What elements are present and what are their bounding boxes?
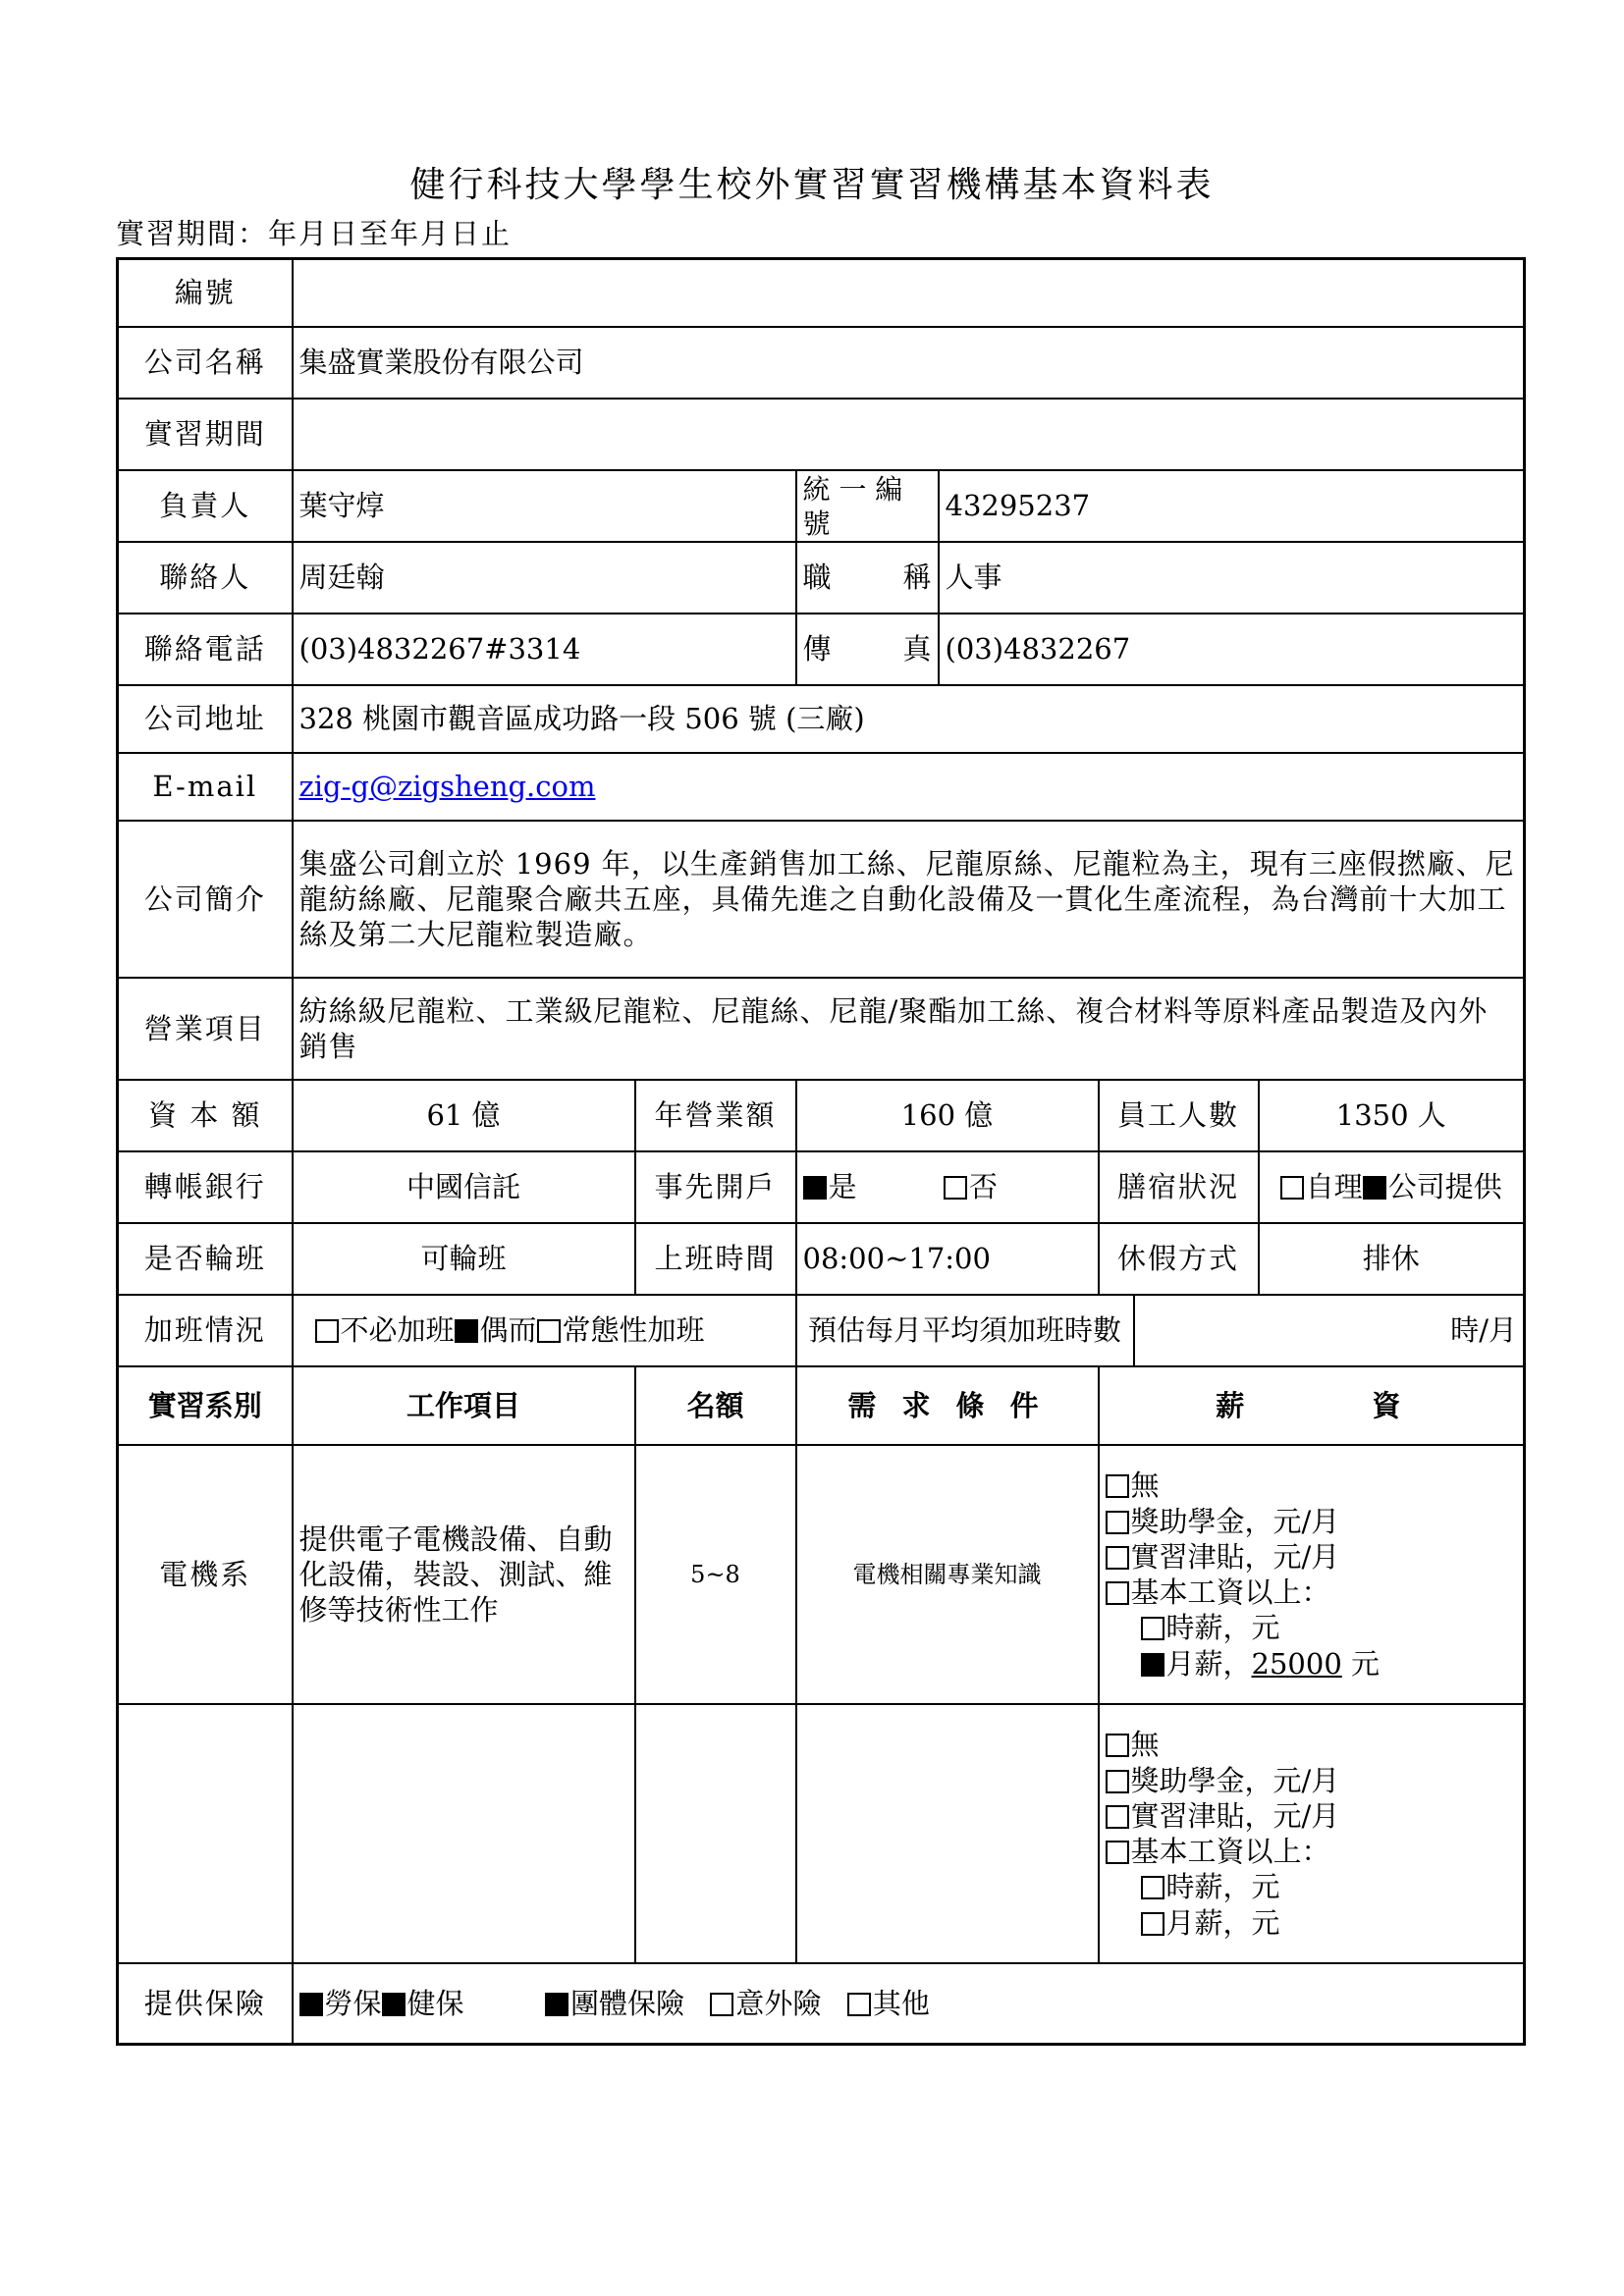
label-tax-id: 統 一 編 號 <box>796 470 939 542</box>
row-id <box>118 259 1525 328</box>
checkbox-regular[interactable] <box>537 1319 561 1343</box>
insurance-labor[interactable]: 勞保 <box>299 1987 382 2020</box>
label-overtime: 加班情況 <box>118 1295 293 1366</box>
job2-salary-hourly[interactable]: 時薪，元 <box>1106 1869 1518 1904</box>
label-title: 職 稱 <box>796 542 939 614</box>
job2-salary-scholarship[interactable]: 獎助學金，元/月 <box>1106 1763 1518 1798</box>
insurance-accident[interactable]: 意外險 <box>710 1987 821 2020</box>
checkbox-self[interactable] <box>1280 1176 1304 1200</box>
row-email <box>118 753 1525 821</box>
label-contact: 聯絡人 <box>118 542 293 614</box>
overtime-occasional[interactable]: 偶而 <box>455 1313 537 1347</box>
label-leave: 休假方式 <box>1099 1223 1259 1295</box>
header-requirements: 需 求 條 件 <box>796 1366 1099 1445</box>
job2-salary-none[interactable]: 無 <box>1106 1727 1518 1762</box>
row-shift <box>118 1223 1525 1295</box>
row-bank <box>118 1151 1525 1223</box>
value-id[interactable] <box>293 259 1525 328</box>
insurance-other[interactable]: 其他 <box>847 1987 930 2020</box>
label-id: 編號 <box>118 259 293 328</box>
value-business[interactable]: 紡絲級尼龍粒、工業級尼龍粒、尼龍絲、尼龍/聚酯加工絲、複合材料等原料產品製造及內外銷售 <box>293 978 1525 1080</box>
document-title: 健行科技大學學生校外實習實習機構基本資料表 <box>409 165 1215 205</box>
job2-requirements[interactable] <box>796 1704 1099 1963</box>
value-leave[interactable]: 排休 <box>1259 1223 1525 1295</box>
job1-salary-none[interactable]: 無 <box>1106 1468 1518 1503</box>
checkbox-job1-hourly[interactable] <box>1141 1617 1164 1640</box>
value-tax-id[interactable]: 43295237 <box>939 470 1525 542</box>
value-internship-period[interactable] <box>293 399 1525 470</box>
form-table <box>116 257 1526 2046</box>
value-ot-estimate[interactable]: 時/月 <box>1134 1295 1525 1366</box>
checkbox-yes[interactable] <box>803 1176 827 1200</box>
row-insurance <box>118 1963 1525 2044</box>
checkbox-job2-hourly[interactable] <box>1141 1876 1164 1899</box>
row-responsible <box>118 470 1525 542</box>
checkbox-job2-allowance[interactable] <box>1106 1805 1129 1829</box>
checkbox-company[interactable] <box>1363 1176 1386 1200</box>
label-board: 膳宿狀況 <box>1099 1151 1259 1223</box>
job1-salary-scholarship[interactable]: 獎助學金，元/月 <box>1106 1504 1518 1539</box>
options-insurance <box>293 1963 1525 2044</box>
value-bank[interactable]: 中國信託 <box>293 1151 635 1223</box>
email-link[interactable]: zig-g@zigsheng.com <box>298 770 596 804</box>
label-work-time: 上班時間 <box>635 1223 796 1295</box>
job1-quota[interactable]: 5~8 <box>635 1445 796 1704</box>
row-capital <box>118 1080 1525 1151</box>
job1-salary <box>1099 1445 1525 1704</box>
internship-form <box>116 257 1523 2046</box>
job1-work[interactable]: 提供電子電機設備、自動化設備，裝設、測試、維修等技術性工作 <box>293 1445 635 1704</box>
checkbox-job2-basic[interactable] <box>1106 1841 1129 1864</box>
checkbox-job2-scholarship[interactable] <box>1106 1770 1129 1793</box>
label-bank: 轉帳銀行 <box>118 1151 293 1223</box>
value-responsible[interactable]: 葉守焞 <box>293 470 796 542</box>
label-employees: 員工人數 <box>1099 1080 1259 1151</box>
header-salary: 薪 資 <box>1099 1366 1525 1445</box>
job1-salary-monthly[interactable]: 月薪，25000 元 <box>1106 1646 1518 1682</box>
label-fax: 傳 真 <box>796 614 939 685</box>
value-work-time[interactable]: 08:00~17:00 <box>796 1223 1099 1295</box>
job1-salary-allowance[interactable]: 實習津貼，元/月 <box>1106 1539 1518 1575</box>
value-company-name[interactable]: 集盛實業股份有限公司 <box>293 327 1525 399</box>
row-company-name <box>118 327 1525 399</box>
checkbox-no[interactable] <box>944 1176 967 1200</box>
checkbox-labor[interactable] <box>299 1993 323 2016</box>
options-overtime <box>293 1295 796 1366</box>
checkbox-job2-none[interactable] <box>1106 1734 1129 1757</box>
checkbox-health[interactable] <box>382 1993 406 2016</box>
value-contact[interactable]: 周廷翰 <box>293 542 796 614</box>
overtime-regular[interactable]: 常態性加班 <box>537 1313 705 1347</box>
job2-quota[interactable] <box>635 1704 796 1963</box>
label-phone: 聯絡電話 <box>118 614 293 685</box>
checkbox-job1-allowance[interactable] <box>1106 1546 1129 1570</box>
row-job-header <box>118 1366 1525 1445</box>
checkbox-job1-none[interactable] <box>1106 1474 1129 1498</box>
row-internship-period <box>118 399 1525 470</box>
job1-requirements[interactable]: 電機相關專業知識 <box>796 1445 1099 1704</box>
checkbox-group[interactable] <box>545 1993 568 2016</box>
label-company-name: 公司名稱 <box>118 327 293 399</box>
job2-dept[interactable] <box>118 1704 293 1963</box>
job1-salary-basic[interactable]: 基本工資以上： <box>1106 1575 1518 1610</box>
job2-salary-allowance[interactable]: 實習津貼，元/月 <box>1106 1798 1518 1834</box>
job1-salary-hourly[interactable]: 時薪，元 <box>1106 1610 1518 1645</box>
period-line: 實習期間：年月日至年月日止 <box>116 217 513 250</box>
value-intro[interactable]: 集盛公司創立於 1969 年，以生產銷售加工絲、尼龍原絲、尼龍粒為主，現有三座假撚廠、尼龍紡絲廠、尼龍聚合廠共五座，具備先進之自動化設備及一貫化生產流程，為台灣前十大加工絲及第二大尼龍粒製造廠。 <box>293 821 1525 978</box>
value-email[interactable] <box>293 753 1525 821</box>
label-pre-account: 事先開戶 <box>635 1151 796 1223</box>
checkbox-no-overtime[interactable] <box>315 1319 339 1343</box>
value-phone[interactable]: (03)4832267#3314 <box>293 614 796 685</box>
value-capital[interactable]: 61 億 <box>293 1080 635 1151</box>
value-shift[interactable]: 可輪班 <box>293 1223 635 1295</box>
label-ot-estimate: 預估每月平均須加班時數 <box>796 1295 1134 1366</box>
insurance-group[interactable]: 團體保險 <box>545 1987 684 2020</box>
value-title[interactable]: 人事 <box>939 542 1525 614</box>
board-company[interactable]: 公司提供 <box>1363 1170 1502 1203</box>
label-intro: 公司簡介 <box>118 821 293 978</box>
checkbox-job2-monthly[interactable] <box>1141 1912 1164 1936</box>
row-address <box>118 685 1525 753</box>
pre-account-yes[interactable]: 是 <box>803 1170 857 1203</box>
row-business <box>118 978 1525 1080</box>
checkbox-job1-basic[interactable] <box>1106 1581 1129 1605</box>
options-pre-account <box>796 1151 1099 1223</box>
checkbox-job1-scholarship[interactable] <box>1106 1511 1129 1534</box>
header-work: 工作項目 <box>293 1366 635 1445</box>
job-row-1 <box>118 1445 1525 1704</box>
label-address: 公司地址 <box>118 685 293 753</box>
value-address[interactable]: 328 桃園市觀音區成功路一段 506 號 (三廠) <box>293 685 1525 753</box>
row-intro <box>118 821 1525 978</box>
label-business: 營業項目 <box>118 978 293 1080</box>
options-board <box>1259 1151 1525 1223</box>
checkbox-job1-monthly[interactable] <box>1141 1653 1164 1677</box>
value-employees[interactable]: 1350 人 <box>1259 1080 1525 1151</box>
label-internship-period: 實習期間 <box>118 399 293 470</box>
insurance-health[interactable]: 健保 <box>382 1987 464 2020</box>
row-contact <box>118 542 1525 614</box>
job2-work[interactable] <box>293 1704 635 1963</box>
board-self[interactable]: 自理 <box>1280 1170 1363 1203</box>
header-quota: 名額 <box>635 1366 796 1445</box>
checkbox-accident[interactable] <box>710 1993 733 2016</box>
label-revenue: 年營業額 <box>635 1080 796 1151</box>
value-fax[interactable]: (03)4832267 <box>939 614 1525 685</box>
label-insurance: 提供保險 <box>118 1963 293 2044</box>
row-phone <box>118 614 1525 685</box>
job-row-2 <box>118 1704 1525 1963</box>
job1-monthly-amount[interactable]: 25000 <box>1251 1646 1342 1681</box>
overtime-none[interactable]: 不必加班 <box>315 1313 455 1347</box>
row-overtime <box>118 1295 1525 1366</box>
pre-account-no[interactable]: 否 <box>944 1170 998 1203</box>
checkbox-other[interactable] <box>847 1993 871 2016</box>
job2-salary <box>1099 1704 1525 1963</box>
label-email: E-mail <box>118 753 293 821</box>
job1-dept[interactable]: 電機系 <box>118 1445 293 1704</box>
job2-salary-basic[interactable]: 基本工資以上： <box>1106 1834 1518 1869</box>
label-shift: 是否輪班 <box>118 1223 293 1295</box>
label-capital: 資 本 額 <box>118 1080 293 1151</box>
value-revenue[interactable]: 160 億 <box>796 1080 1099 1151</box>
job2-salary-monthly[interactable]: 月薪，元 <box>1106 1905 1518 1941</box>
checkbox-occasional[interactable] <box>455 1319 478 1343</box>
header-dept: 實習系別 <box>118 1366 293 1445</box>
label-responsible: 負責人 <box>118 470 293 542</box>
